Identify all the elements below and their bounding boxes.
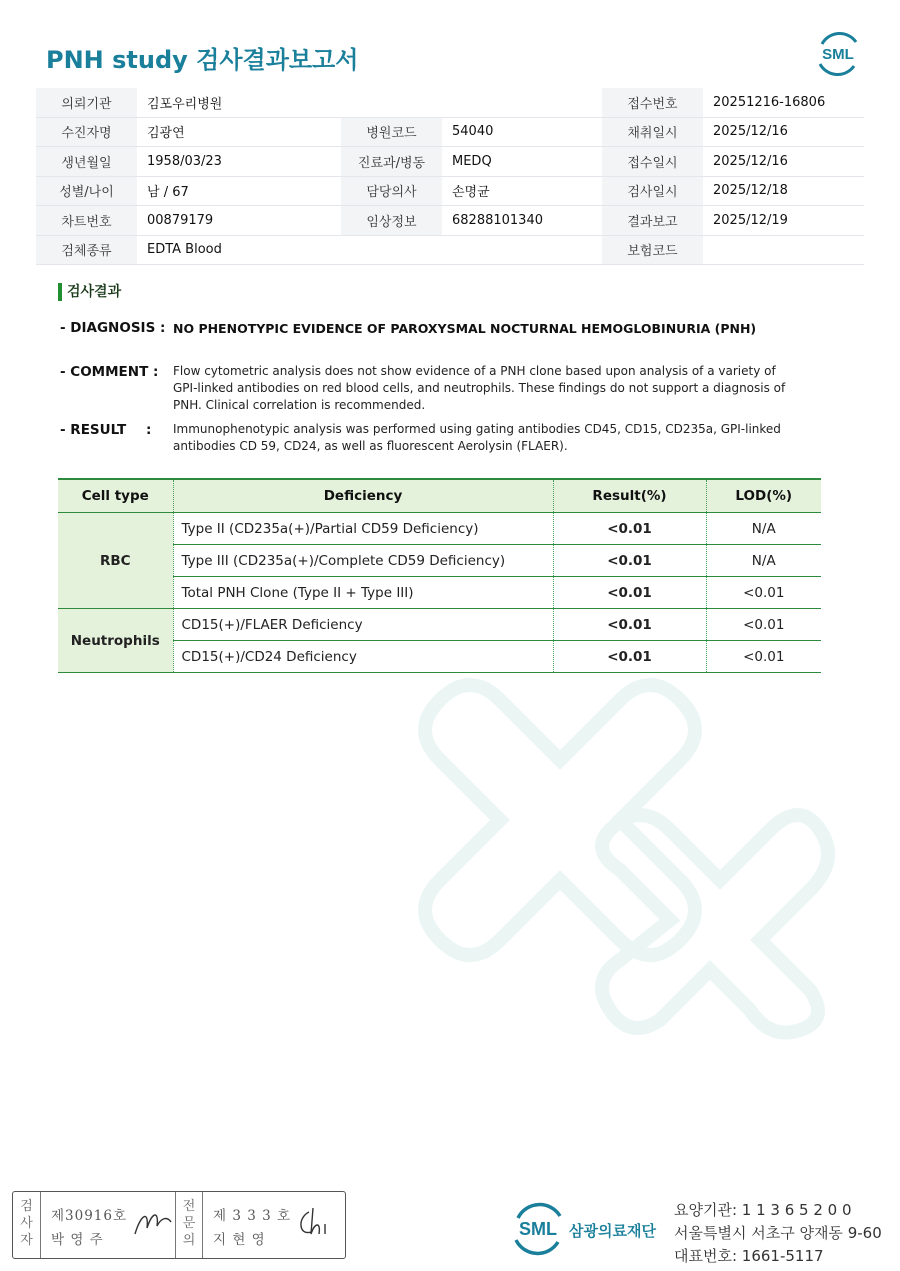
- info-label: 의뢰기관: [36, 88, 137, 117]
- info-value: [442, 235, 602, 265]
- result-cell: <0.01: [553, 513, 706, 545]
- sml-footer-logo-icon: [510, 1200, 566, 1256]
- info-value: 2025/12/18: [703, 176, 864, 206]
- info-label: 접수일시: [602, 147, 703, 177]
- phone: 대표번호: 1661-5117: [674, 1247, 824, 1265]
- result-cell: <0.01: [553, 609, 706, 641]
- info-value: 2025/12/19: [703, 206, 864, 236]
- info-value: EDTA Blood: [137, 235, 341, 265]
- info-label: 생년월일: [36, 147, 137, 177]
- lod-cell: <0.01: [706, 641, 821, 673]
- lod-cell: N/A: [706, 545, 821, 577]
- deficiency-cell: Total PNH Clone (Type II + Type III): [173, 577, 553, 609]
- info-row: [36, 88, 864, 117]
- comment-text: Flow cytometric analysis does not show evidence of a PNH clone based upon analysis of a variety of GPI-linked antibodies on red blood cells, and neutrophils. These findings do not support a diagnosis of PNH. Clinical correlation is recommended.: [173, 364, 786, 412]
- result-cell: <0.01: [553, 641, 706, 673]
- result-label: - RESULT: [60, 422, 127, 438]
- deficiency-cell: CD15(+)/FLAER Deficiency: [173, 609, 553, 641]
- result-text: Immunophenotypic analysis was performed using gating antibodies CD45, CD15, CD235a, GPI-linked antibodies CD 59, CD24, as well as fluorescent Aerolysin (FLAER).: [173, 422, 781, 453]
- deficiency-cell: Type II (CD235a(+)/Partial CD59 Deficiency): [173, 513, 553, 545]
- info-value: 2025/12/16: [703, 147, 864, 177]
- signature-box: [12, 1191, 346, 1259]
- sml-logo-icon: [814, 30, 862, 76]
- result-cell: <0.01: [553, 577, 706, 609]
- deficiency-cell: CD15(+)/CD24 Deficiency: [173, 641, 553, 673]
- info-value: 남 / 67: [137, 176, 341, 206]
- info-label: 접수번호: [602, 88, 703, 117]
- logo-text: SML: [822, 46, 854, 63]
- foundation-name: 삼광의료재단: [569, 1222, 656, 1240]
- diagnosis-label: - DIAGNOSIS :: [60, 320, 166, 336]
- result-cell: <0.01: [553, 545, 706, 577]
- info-row: [36, 235, 864, 265]
- info-value: 김포우리병원: [137, 88, 341, 117]
- specialist-label: 전 문 의: [175, 1192, 203, 1258]
- results-table: [58, 478, 821, 673]
- info-value: 김광연: [137, 117, 341, 147]
- info-value: [703, 235, 864, 265]
- info-row: [36, 147, 864, 177]
- info-label: 보험코드: [602, 235, 703, 265]
- info-value: 54040: [442, 117, 602, 147]
- info-value: 손명균: [442, 176, 602, 206]
- lod-cell: <0.01: [706, 609, 821, 641]
- info-value: 1958/03/23: [137, 147, 341, 177]
- specialist-name: 지 현 영: [213, 1232, 266, 1248]
- inspector-label: 검 사 자: [13, 1192, 41, 1258]
- specialist-signature-icon: [295, 1204, 339, 1240]
- info-value: 00879179: [137, 206, 341, 236]
- col-header-deficiency: Deficiency: [173, 479, 553, 513]
- address: 서울특별시 서초구 양재동 9-60: [674, 1224, 882, 1242]
- info-label: [341, 235, 442, 265]
- footer-logo-text: SML: [519, 1219, 557, 1239]
- info-row: [36, 206, 864, 236]
- info-label: 병원코드: [341, 117, 442, 147]
- inspector-name: 박 영 주: [51, 1232, 104, 1248]
- table-row: [58, 609, 821, 641]
- info-label: 차트번호: [36, 206, 137, 236]
- result-colon: :: [146, 422, 152, 438]
- inspector-signature-icon: [131, 1204, 175, 1240]
- specialist-number: 제 3 3 3 호: [213, 1208, 292, 1224]
- info-value: 2025/12/16: [703, 117, 864, 147]
- section-title: 검사결과: [58, 283, 121, 301]
- info-value: [442, 88, 602, 117]
- patient-info-table: [36, 88, 864, 265]
- info-label: 검사일시: [602, 176, 703, 206]
- info-label: 임상정보: [341, 206, 442, 236]
- cell-type: RBC: [58, 513, 173, 609]
- col-header-result: Result(%): [553, 479, 706, 513]
- table-row: [58, 577, 821, 609]
- info-label: 성별/나이: [36, 176, 137, 206]
- info-value: 68288101340: [442, 206, 602, 236]
- inspector-number: 제30916호: [51, 1208, 128, 1224]
- deficiency-cell: Type III (CD235a(+)/Complete CD59 Deficiency): [173, 545, 553, 577]
- info-row: [36, 176, 864, 206]
- diagnosis-text: NO PHENOTYPIC EVIDENCE OF PAROXYSMAL NOCTURNAL HEMOGLOBINURIA (PNH): [173, 321, 757, 336]
- info-value: 20251216-16806: [703, 88, 864, 117]
- comment-label: - COMMENT :: [60, 364, 159, 380]
- info-row: [36, 117, 864, 147]
- lod-cell: N/A: [706, 513, 821, 545]
- info-label: 수진자명: [36, 117, 137, 147]
- info-label: 진료과/병동: [341, 147, 442, 177]
- info-label: 검체종류: [36, 235, 137, 265]
- cell-type: Neutrophils: [58, 609, 173, 673]
- info-value: MEDQ: [442, 147, 602, 177]
- watermark-cross-icon: [360, 660, 840, 1040]
- info-label: [341, 88, 442, 117]
- lod-cell: <0.01: [706, 577, 821, 609]
- table-row: [58, 513, 821, 545]
- info-label: 결과보고: [602, 206, 703, 236]
- col-header-cell-type: Cell type: [58, 479, 173, 513]
- license-number: 요양기관: 1 1 3 6 5 2 0 0: [674, 1201, 852, 1219]
- info-label: 담당의사: [341, 176, 442, 206]
- table-row: [58, 545, 821, 577]
- info-label: 채취일시: [602, 117, 703, 147]
- page-title: PNH study 검사결과보고서: [46, 46, 359, 74]
- col-header-lod: LOD(%): [706, 479, 821, 513]
